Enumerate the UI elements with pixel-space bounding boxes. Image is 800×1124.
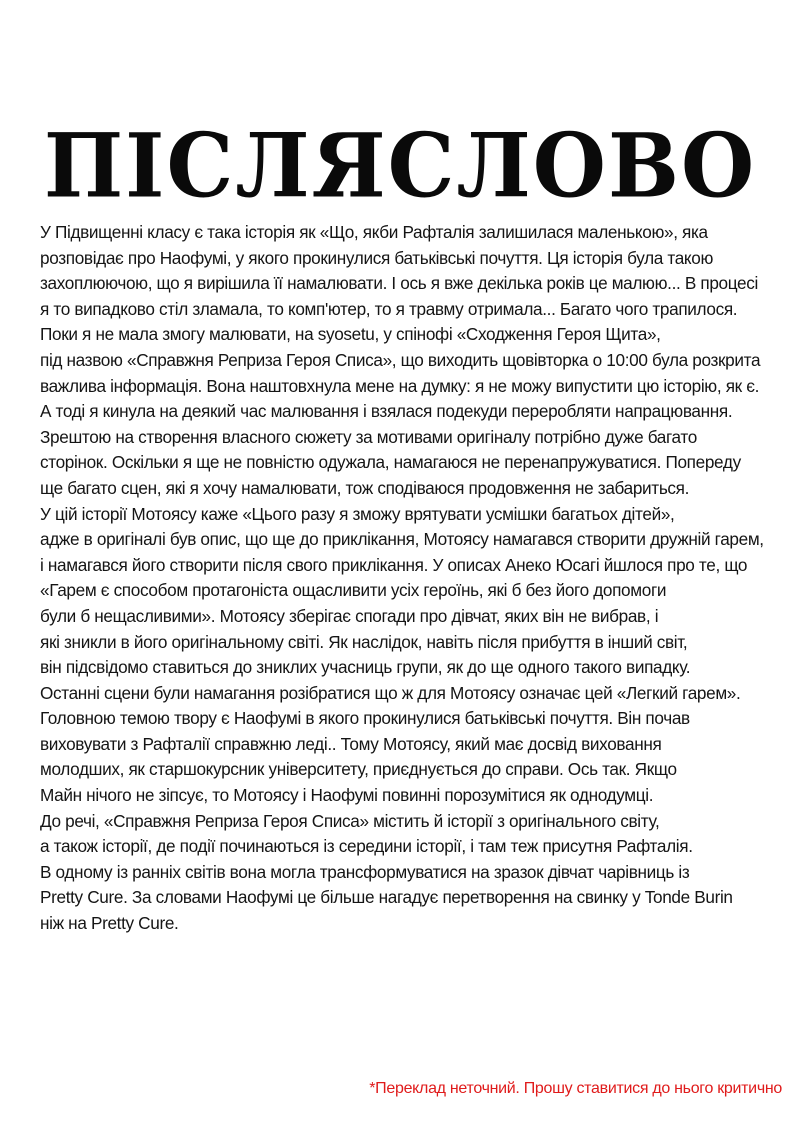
- body-line: У цій історії Мотоясу каже «Цього разу я зможу врятувати усмішки багатьох дітей»,: [40, 503, 675, 524]
- body-line: сторінок. Оскільки я ще не повністю одужала, намагаюся не перенапружуватися. Попереду: [40, 452, 741, 473]
- body-line: До речі, «Справжня Реприза Героя Списа» містить й історії з оригінального світу,: [40, 810, 660, 831]
- body-line: під назвою «Справжня Реприза Героя Списа», що виходить щовівторка о 10:00 була розкрита: [40, 349, 761, 370]
- body-line: були б нещасливими». Мотоясу зберігає спогади про дівчат, яких він не вибрав, і: [40, 605, 659, 626]
- body-line: виховувати з Рафталії справжню леді.. Тому Мотоясу, який має досвід виховання: [40, 733, 662, 754]
- body-line: Останні сцени були намагання розібратися що ж для Мотоясу означає цей «Легкий гарем».: [40, 682, 741, 703]
- body-line: ніж на Pretty Cure.: [40, 913, 179, 934]
- body-line: розповідає про Наофумі, у якого прокинулися батьківські почуття. Ця історія була такою: [40, 247, 714, 268]
- body-line: Поки я не мала змогу малювати, на syosetu, у спінофі «Сходження Героя Щита»,: [40, 324, 661, 345]
- body-line: Головною темою твору є Наофумі в якого прокинулися батьківські почуття. Він почав: [40, 708, 690, 729]
- body-line: захоплюючою, що я вирішила її намалювати. І ось я вже декілька років це малюю... В процесі: [40, 273, 758, 294]
- body-line: важлива інформація. Вона наштовхнула мене на думку: я не можу випустити цю історію, як є.: [40, 375, 760, 396]
- body-line: які зникли в його оригінальному світі. Як наслідок, навіть після прибуття в інший світ,: [40, 631, 688, 652]
- body-line: Майн нічого не зіпсує, то Мотоясу і Наофумі повинні порозумітися як однодумці.: [40, 785, 654, 806]
- body-line: У Підвищенні класу є така історія як «Що, якби Рафталія залишилася маленькою», яка: [40, 222, 708, 242]
- body-line: Зрештою на створення власного сюжету за мотивами оригіналу потрібно дуже багато: [40, 426, 697, 447]
- body-line: молодших, як старшокурсник університету, приєднується до справи. Ось так. Якщо: [40, 759, 677, 780]
- page-title: ПІСЛЯСЛОВО: [43, 113, 757, 218]
- body-line: «Гарем є способом протагоніста ощасливити усіх героїнь, які б без його допомоги: [40, 580, 667, 601]
- afterword-body: [40, 220, 800, 937]
- body-line: А тоді я кинула на деякий час малювання і взялася подекуди переробляти напрацювання.: [40, 401, 733, 422]
- body-line: він підсвідомо ставиться до зниклих учасниць групи, як до ще одного такого випадку.: [40, 657, 691, 678]
- body-line: я то випадково стіл зламала, то комп'ютер, то я травму отримала... Багато чого трапилося.: [40, 298, 738, 319]
- body-line: Pretty Cure. За словами Наофумі це більше нагадує перетворення на свинку у Tonde Burin: [40, 887, 733, 908]
- translator-note: *Переклад неточний. Прошу ставитися до нього критично: [369, 1080, 782, 1097]
- body-line: ще багато сцен, які я хочу намалювати, тож сподіваюся продовження не забариться.: [40, 477, 690, 498]
- body-line: а також історії, де події починаються із середини історії, і там теж присутня Рафталія.: [40, 836, 693, 857]
- body-line: адже в оригіналі був опис, що ще до приклікання, Мотоясу намагався створити дружній гарем,: [40, 529, 764, 550]
- body-line: і намагався його створити після свого приклікання. У описах Анеко Юсагі йшлося про те, що: [40, 554, 748, 575]
- body-line: В одному із ранніх світів вона могла трансформуватися на зразок дівчат чарівниць із: [40, 861, 690, 882]
